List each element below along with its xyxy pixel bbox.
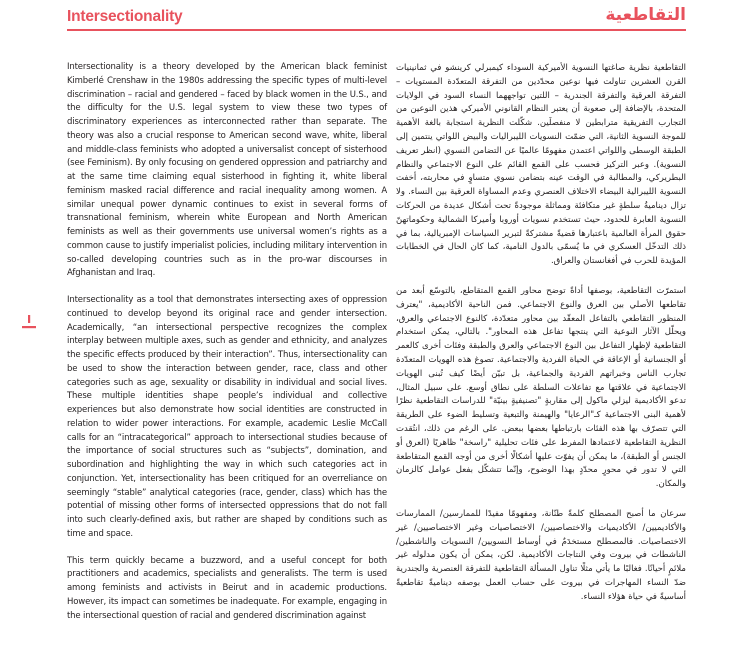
arabic-paragraph-1: التقاطعية نظرية صاغتها النسوية الأميركية السوداء كيمبرلي كرينشو في ثمانينيات القرن العشرين تناولت فيها نوعين محدّدين من التفرقة المتعدّدة المستويات – التفرقة العرقية والتفرقة الجندرية – اللتين تواجههما النساء السود في الولايات المتحدة، بالإضافة إلى صعوبة أن يعتبر النظام القانوني الأميركي هذين النوعين من التجارب التفريقية مترابطين لا منفصلَين. شكّلت النظرية استجابة بالغة الأهمية للموجة النسوية الثانية، التي ضمّت النسويات الليبراليات والبيض اللواتي ينتمين إلى الطبقة الوسطى واللواتي اعتمدن مفهومًا عالميًا عن التضامن النسوي (انظر تعريف النسوية). وعبر التركيز فحسب على القمع القائم على النوع الاجتماعي والنظام البطريركي، والمطالبة في الوقت عينه بتضامن نسوي متساوٍ في محاربته، أخفت النسوية الليبرالية البيضاء الاختلاف العنصري وعدم المساواة العرقية بين النساء. ولا تزال ديناميةُ سلطةٍ غير متكافئة ومماثلة موجودةً تحت أشكال عديدة من الحركات النسوية العابرة للحدود، حيث تستخدم نسويات أوروبا وأميركا الشمالية وحكوماتهنّ حقوق المرأة العالمية باعتبارها قضيةً مشتركةً لتبرير السياسات الإمبريالية، بما في ذلك التدخّل العسكري في ما يُسمّى بالدول النامية، كما كان الحال في الخطابات المؤيدة للحرب في أفغانستان والعراق. <box>396 63 686 267</box>
header-rule <box>67 29 686 31</box>
title-arabic: التقاطعية <box>605 5 686 25</box>
english-paragraph-1: Intersectionality is a theory developed by the American black feminist Kimberlé Crenshaw in the 1980s addressing the specific types of multi-level discrimination – racial and gendered – faced by black women in the U.S., and the difficulty for the U.S. legal system to view these two types of discriminatory experiences as interconnected rather than separate. The theory was also a crucial response to American second wave, white, liberal and middle-class feminists who adopted a universalist concept of sisterhood (see Feminism). By only focusing on gendered oppression and patriarchy and at the same time claiming equal sisterhood in fighting it, white liberal feminism masked racial difference and racial inequality among women. A similar unequal power dynamic continues to exist in several forms of transnational feminism, wherein white European and North American feminists as well as their governments use universal women’s rights as a common cause to justify imperialist policies, including military intervention in so-called developing countries such as in the pro-war discourses in Afghanistan and Iraq. <box>67 62 387 279</box>
arabic-column <box>396 62 686 620</box>
arabic-paragraph-2: استمرّت التقاطعية، بوصفها أداةً توضح محاور القمع المتقاطع، بالتوسّع أبعد من تقاطعها الأصلي بين العرق والنوع الاجتماعي. فمن الناحية الأكاديمية، "يعترف المنظور التقاطعي بالتفاعل المعقّد بين محاور متعدّدة، كالنوع الاجتماعي والعرق، ويحلّل الآثار النوعية التي ينتجها تفاعل هذه المحاور". بالتالي، يمكن استخدام التقاطعية لإظهار التفاعل بين النوع الاجتماعي والعرق والطبقة وفئات أخرى كالعمر أو الجنسانية أو الإعاقة في الحياة الفردية والاجتماعية. تصوغ هذه الهويات المتعدّدة تجارب الناس وخبراتهم الفردية والجماعية، بل تبيّن أيضًا كيف تُبنى الهويات الاجتماعية في علاقتها مع تفاعلات السلطة على نطاق أوسع. على سبيل المثال، تدعو الأكاديمية ليزلي ماكول إلى مقاربةٍ "تصنيفيةٍ بينيّة" للدراسات التقاطعية نظرًا لأهمية البنى الاجتماعية كـ"الرعايا" والهيمنة والتبعية وتسليط الضوء على الطريقة التي تتصرّف بها هذه الفئات بارتباطها بعضها ببعض. على الرغم من ذلك، انتُقدت النظرية التقاطعية لاعتمادها المفرط على فئات تحليلية "راسخة" ظاهريًا (العرق أو الجنس أو الطبقة)، ما يمكن أن يفوّت عليها أشكالًا أخرى من أوجه القمع المتقاطعة التي لا تدور في محورٍ محدّدٍ بهذا الوضوح، وإنّما تتشكّل بفعل عوامل كالزمان والمكان. <box>396 285 686 490</box>
arabic-paragraph-3: سرعان ما أصبح المصطلح كلمةً طنّانة، ومفهومًا مفيدًا للممارسين/ الممارسات والأكاديميين/ الأكاديميات والاختصاصيين/ الاختصاصيات وغير الاختصاصيين/ غير الاختصاصيات. فالمصطلح مستخدَمٌ في أوساط النسويين/ النسويات والناشطين/ الناشطات في بيروت وفي النتاجات الأكاديمية. لكن، يمكن أن يكون مدلوله غير ملائمٍ أحيانًا. فغالبًا ما يأتي مثلًا تناول المسألة التقاطعية للتفرقة العنصرية والجندرية ضدّ النساء المهاجرات في بيروت على حساب العمل بوصفه ديناميةً تقاطعيةً أساسيةً في حياة هؤلاء النساء. <box>396 508 686 602</box>
english-column <box>67 61 387 636</box>
section-marker-icon <box>22 315 36 329</box>
english-paragraph-3: This term quickly became a buzzword, and a useful concept for both practitioners and academics, specialists and generalists. The term is used among feminists and activists in Beirut and in academic productions. However, its impact can sometimes be inadequate. For example, engaging in the intersectional question of racial and gendered discrimination against <box>67 555 387 621</box>
english-paragraph-2: Intersectionality as a tool that demonstrates intersecting axes of oppression continued to develop beyond its original race and gender intersection. Academically, “an intersectional perspective recognizes the complex interplay between multiple axes, such as gender and ethnicity, and analyzes the specific effects produced by their interaction”. Thus, intersectionality can be used to show the interaction between gender, race, class and other categories such as age, sexuality or disability in individual and social lives. These multiple identities shape people’s individual and collective experiences but also demonstrate how social identities are constructed in relation to wider power interactions. For example, academic Leslie McCall calls for an “intracategorical” approach to intersectional studies because of the importance of social structures such as “subjects”, domination, and subordination and highlighting the way in which such categories act in conjunction. Yet, intersectionality has been critiqued for an overreliance on seemingly “stable” analytical categories (race, gender, class) which has the potential of missing other forms of intersected oppressions that do not fall into such clearly-defined axis, but rather are shaped by conditions such as time and space. <box>67 295 387 539</box>
title-english: Intersectionality <box>67 8 183 25</box>
